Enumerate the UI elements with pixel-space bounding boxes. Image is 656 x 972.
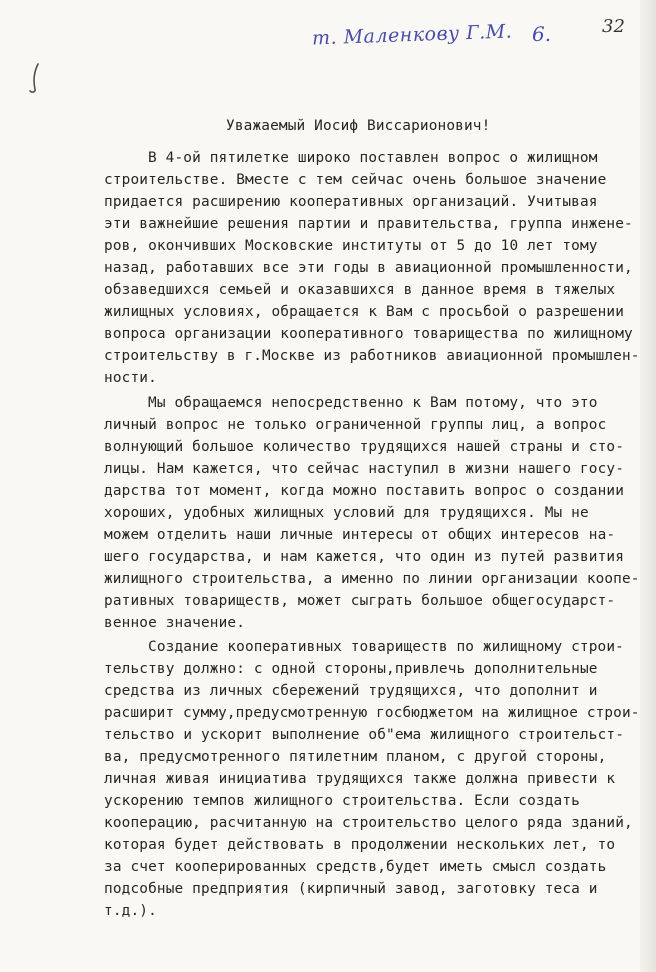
paragraph-2-line: венное значение. xyxy=(104,615,246,631)
paragraph-3-line: ускорению темпов жилищного строительства. Если создать xyxy=(104,793,580,809)
paragraph-3-line: ва, предусмотренного пятилетним планом, с другой стороны, xyxy=(104,749,607,765)
paragraph-1-line: вопроса организации кооперативного товарищества по жилищному xyxy=(104,326,633,342)
handwritten-mark: 6. xyxy=(532,22,552,46)
paragraph-2-line: лицы. Нам кажется, что сейчас наступил в жизни нашего госу- xyxy=(104,461,625,477)
paragraph-1-line: строительстве. Вместе с тем сейчас очень большое значение xyxy=(104,172,607,188)
scan-edge-shadow xyxy=(640,0,656,972)
paragraph-3-line: т.д.). xyxy=(104,903,157,919)
paragraph-1-line: В 4-ой пятилетке широко поставлен вопрос о жилищном xyxy=(148,150,598,166)
paragraph-2-line: личный вопрос не только ограниченной группы лиц, а вопрос xyxy=(104,417,607,433)
paragraph-2-line: ративных товариществ, может сыграть большое общегосударст- xyxy=(104,593,616,609)
paragraph-3-line: личная живая инициатива трудящихся также должна привести к xyxy=(104,771,616,787)
paragraph-2-line: волнующий большое количество трудящихся нашей страны и сто- xyxy=(104,439,625,455)
paragraph-3-line: которая будет действовать в продолжении нескольких лет, то xyxy=(104,837,616,853)
paragraph-3-line: за счет кооперированных средств,будет иметь смысл создать xyxy=(104,859,607,875)
paragraph-2-line: можем отделить наши личные интересы от общих интересов на- xyxy=(104,527,616,543)
paragraph-3-line: расширит сумму,предусмотренную госбюджетом на жилищное строи- xyxy=(104,705,640,721)
paragraph-1-line: придается расширению кооперативных организаций. Учитывая xyxy=(104,194,598,210)
pencil-mark-icon xyxy=(26,62,48,96)
paragraph-2-line: дарства тот момент, когда можно поставить вопрос о создании xyxy=(104,483,625,499)
paragraph-1-line: обзаведшихся семьей и оказавшихся в данное время в тяжелых xyxy=(104,282,616,298)
paragraph-1-line: ров, окончивших Московские институты от 5 до 10 лет тому xyxy=(104,238,598,254)
paragraph-2-line: Мы обращаемся непосредственно к Вам потому, что это xyxy=(148,395,598,411)
paragraph-3-line: подсобные предприятия (кирпичный завод, заготовку теса и xyxy=(104,881,598,897)
handwritten-header xyxy=(0,14,656,54)
paragraph-3-line: Создание кооперативных товариществ по жилищному строи- xyxy=(148,639,624,655)
paragraph-2-line: жилищного строительства, а именно по линии организации коопе- xyxy=(104,571,640,587)
paragraph-3-line: тельству должно: с одной стороны,привлечь дополнительные xyxy=(104,661,598,677)
paragraph-3-line: кооперацию, расчитанную на строительство целого ряда зданий, xyxy=(104,815,633,831)
paragraph-1-line: эти важнейшие решения партии и правительства, группа инжене- xyxy=(104,216,633,232)
paragraph-1-line: назад, работавших все эти годы в авиационной промышленности, xyxy=(104,260,633,276)
paragraph-3-line: средства из личных сбережений трудящихся, что дополнит и xyxy=(104,683,598,699)
paragraph-1-line: жилищных условиях, обращается к Вам с просьбой о разрешении xyxy=(104,304,625,320)
page-number: 32 xyxy=(602,16,625,37)
paragraph-2-line: шего государства, и нам кажется, что один из путей развития xyxy=(104,549,625,565)
paragraph-1-line: строительству в г.Москве из работников авиационной промышлен- xyxy=(104,348,640,364)
paragraph-2-line: хороших, удобных жилищных условий для трудящихся. Мы не xyxy=(104,505,589,521)
letter-greeting: Уважаемый Иосиф Виссарионович! xyxy=(226,118,491,134)
paragraph-1-line: ности. xyxy=(104,370,157,386)
paragraph-3-line: тельство и ускорит выполнение об"ема жилищного строительст- xyxy=(104,727,625,743)
handwritten-addressee-note: т. Маленкову Г.М. xyxy=(311,20,513,50)
